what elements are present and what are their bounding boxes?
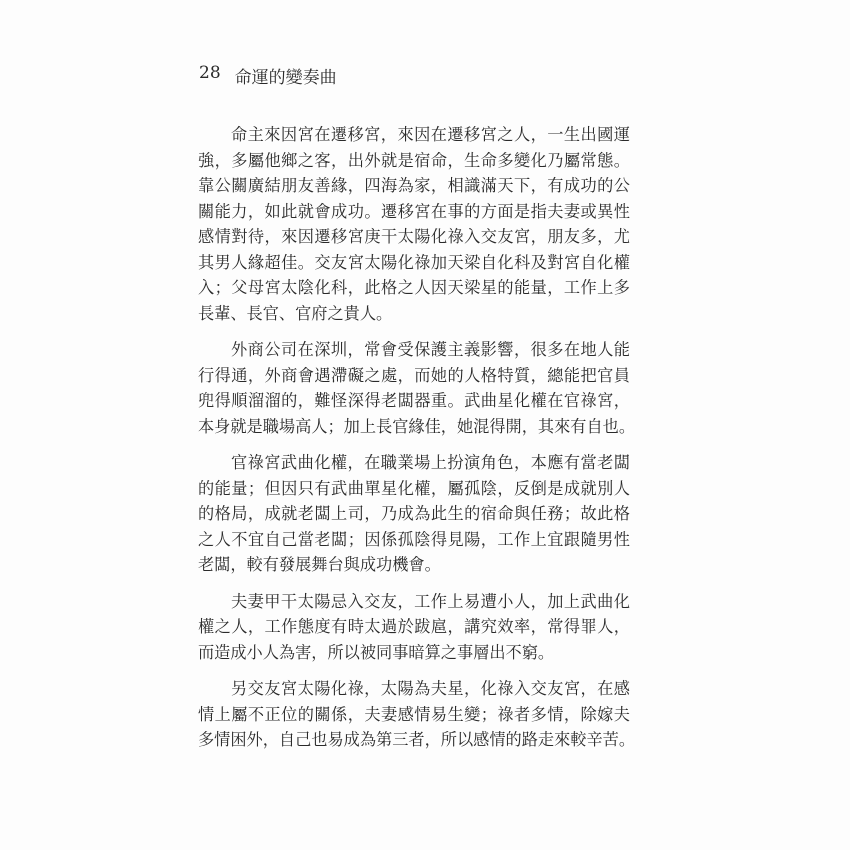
text-line: 兜得順溜溜的，難怪深得老闆器重。武曲星化權在官祿宮， (198, 391, 630, 410)
paragraph (198, 122, 630, 326)
page-number: 28 (199, 63, 221, 83)
text-line: 之人不宜自己當老闆；因係孤陰得見陽，工作上宜跟隨男性 (198, 529, 630, 549)
paragraph (198, 337, 636, 439)
text-line: 而造成小人為害，所以被同事暗算之事層出不窮。 (198, 642, 555, 662)
text-line: 權之人，工作態度有時太過於跋扈，講究效率，常得罪人， (198, 617, 630, 636)
text-line: 感情對待，來因遷移宮庚干太陽化祿入交友宮，朋友多，尤 (198, 227, 630, 246)
text-line: 夫妻甲干太陽忌入交友，工作上易遭小人，加上武曲化 (231, 591, 630, 611)
text-line: 另交友宮太陽化祿，太陽為夫星，化祿入交友宮，在感 (231, 679, 630, 698)
text-line: 外商公司在深圳，常會受保護主義影響，很多在地人能 (231, 340, 630, 359)
text-line: 長輩、長官、官府之貴人。 (198, 303, 393, 323)
text-line: 多情困外，自己也易成為第三者，所以感情的路走來較辛苦。 (198, 730, 636, 749)
text-line: 強，多屬他鄉之客，出外就是宿命，生命多變化乃屬常態。 (198, 150, 630, 170)
running-header (199, 63, 337, 88)
text-line: 官祿宮武曲化權，在職業場上扮演角色，本應有當老闆 (231, 453, 630, 472)
text-line: 靠公關廣結朋友善緣，四海為家，相識滿天下，有成功的公 (198, 176, 630, 195)
text-line: 老闆，較有發展舞台與成功機會。 (198, 555, 441, 574)
text-line: 其男人緣超佳。交友宮太陽化祿加天梁自化科及對宮自化權 (198, 252, 630, 272)
text-line: 關能力，如此就會成功。遷移宮在事的方面是指夫妻或異性 (198, 201, 630, 221)
text-line: 入；父母宮太陰化科，此格之人因天梁星的能量，工作上多 (198, 278, 630, 297)
text-line: 情上屬不正位的關係，夫妻感情易生變；祿者多情，除嫁夫 (198, 704, 630, 724)
paragraph (198, 676, 636, 753)
book-title: 命運的變奏曲 (234, 68, 337, 88)
paragraph (198, 589, 630, 666)
text-line: 的能量；但因只有武曲單星化權，屬孤陰，反倒是成就別人 (198, 478, 630, 498)
text-line: 命主來因宮在遷移宮，來因在遷移宮之人，一生出國運 (231, 125, 630, 144)
text-line: 本身就是職場高人；加上長官緣佳，她混得開，其來有自也。 (198, 416, 636, 436)
body-text (198, 122, 636, 764)
text-line: 的格局，成就老闆上司，乃成為此生的宿命與任務；故此格 (198, 504, 630, 523)
paragraph (198, 450, 630, 578)
text-line: 行得通，外商會遇滯礙之處，而她的人格特質，總能把官員 (198, 365, 630, 385)
